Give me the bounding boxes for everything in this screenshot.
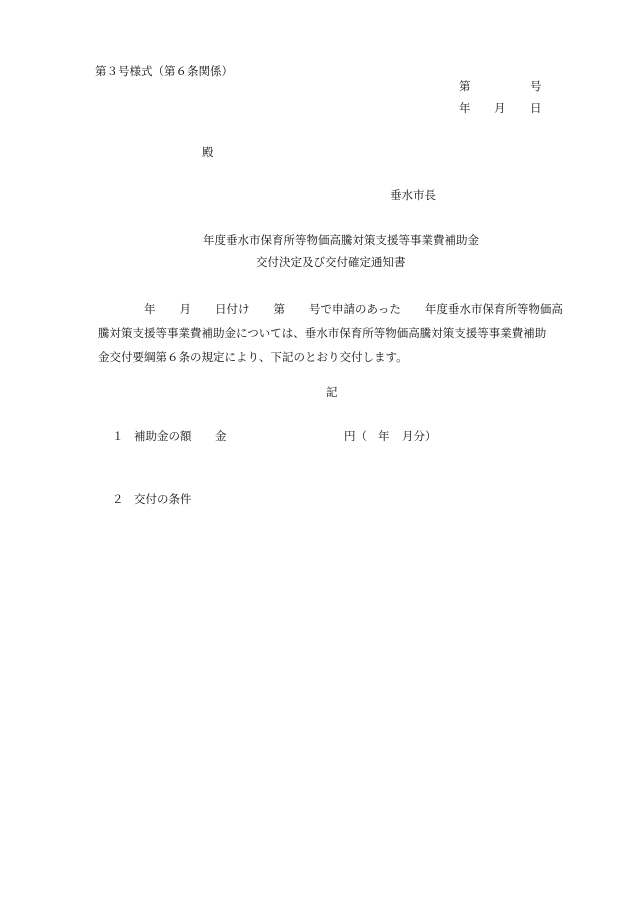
addressee-honorific: 殿 xyxy=(202,145,214,159)
item-2-number: ２ xyxy=(112,492,124,506)
document-number-prefix: 第 xyxy=(459,79,471,93)
body-number-prefix: 第 xyxy=(273,302,285,316)
document-number-suffix: 号 xyxy=(530,79,542,93)
body-paragraph xyxy=(98,297,568,369)
item-1-number: １ xyxy=(112,429,124,443)
date-month: 月 xyxy=(494,101,506,115)
form-label: 第３号様式（第６条関係） xyxy=(95,64,233,78)
body-day: 日付け xyxy=(215,302,250,316)
date-day: 日 xyxy=(530,101,542,115)
item-1-label: 補助金の額 xyxy=(134,429,192,443)
sender: 垂水市長 xyxy=(390,188,436,202)
document-title-line2: 交付決定及び交付確定通知書 xyxy=(256,255,406,269)
body-line-3: 金交付要綱第６条の規定により、下記のとおり交付します。 xyxy=(98,350,408,364)
body-month: 月 xyxy=(179,302,191,316)
item-1-yen: 円（ xyxy=(344,429,367,443)
item-2-label: 交付の条件 xyxy=(134,492,192,506)
body-application-text: 号で申請のあった xyxy=(309,302,401,316)
body-year: 年 xyxy=(144,302,156,316)
body-fiscal-year-text: 年度垂水市保育所等物価高 xyxy=(424,302,563,316)
item-1-kin: 金 xyxy=(215,429,227,443)
body-line-2: 騰対策支援等事業費補助金については、垂水市保育所等物価高騰対策支援等事業費補助 xyxy=(98,326,547,340)
date-year: 年 xyxy=(459,101,471,115)
document-title-line1: 年度垂水市保育所等物価高騰対策支援等事業費補助金 xyxy=(203,233,479,247)
item-1-month: 月分） xyxy=(402,429,437,443)
body-line-1 xyxy=(98,297,568,321)
ki-heading: 記 xyxy=(326,385,338,399)
item-1-year: 年 xyxy=(378,429,390,443)
